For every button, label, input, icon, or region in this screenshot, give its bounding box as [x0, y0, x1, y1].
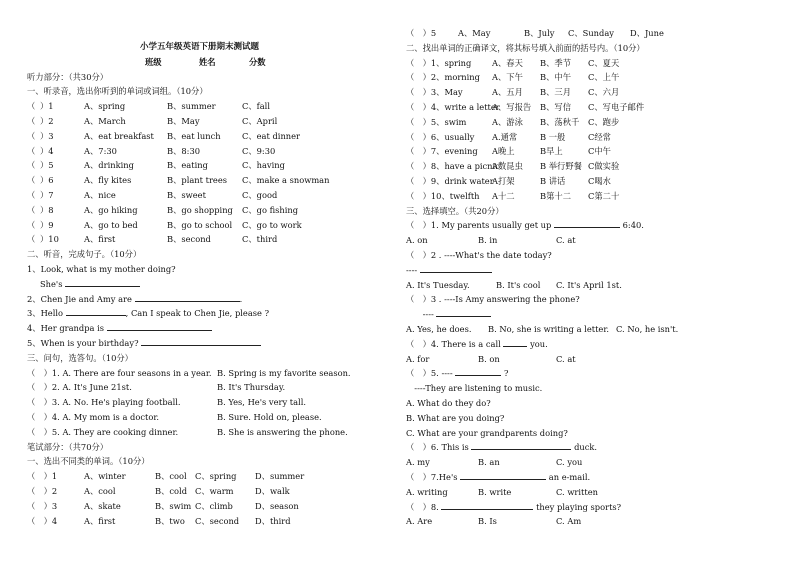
item-number: （ ）4 [27, 515, 58, 526]
sentence-tail: , Can I speak to Chen Jie, please ? [125, 308, 270, 319]
option-b: B、8:30 [167, 145, 201, 156]
option-a: A. my [406, 457, 430, 468]
listening-choice-item [27, 158, 372, 173]
option-a: A、春天 [492, 57, 523, 68]
answer-choice-item [27, 395, 372, 410]
choice-options [406, 514, 786, 529]
choice-options [406, 278, 786, 293]
word: （ ）9、drink water [406, 175, 494, 186]
answer-bracket: （ [27, 160, 36, 171]
option-b: B、写信 [540, 101, 571, 112]
student-info-header [27, 55, 372, 70]
question-line [406, 218, 644, 233]
question-line [406, 440, 597, 455]
question-tail: ? [503, 368, 509, 379]
option-a: A数昆虫 [492, 161, 523, 172]
word: （ ）10、twelfth [406, 190, 480, 201]
question-line [406, 396, 491, 411]
question-text: ---- [406, 264, 418, 275]
option-b: B. Is [478, 516, 497, 527]
question-line [406, 292, 580, 307]
fill-in-question [406, 426, 786, 441]
option-b: B、second [167, 234, 211, 245]
answer-blank[interactable] [554, 218, 620, 228]
listening-choice-item [27, 232, 372, 247]
listening-choice-item [27, 99, 372, 114]
option-c: C做实验 [588, 161, 620, 172]
item-number: （ ）2 [27, 485, 58, 496]
answer-bracket: （ [27, 115, 36, 126]
option-d: D、season [255, 500, 299, 511]
question-text: （ ）2 . ----What's the date today? [406, 249, 552, 260]
fill-in-question [406, 440, 786, 455]
option-a: A、first [84, 234, 116, 245]
option-c: C、April [242, 115, 278, 126]
sentence-line [40, 277, 140, 292]
word: （ ）7、evening [406, 146, 478, 157]
option-c: C喝水 [588, 175, 611, 186]
translation-item [406, 85, 786, 100]
option-d: D、third [255, 515, 291, 526]
option-c: C第二十 [588, 190, 620, 201]
question-text: （ ）6. This is [406, 442, 469, 453]
option-b: B、季节 [540, 57, 571, 68]
answer-blank[interactable] [460, 470, 546, 480]
option-c: C. at [556, 235, 576, 246]
option-c: C、warm [195, 485, 234, 496]
option-b: B、cold [155, 485, 188, 496]
question-line [406, 263, 492, 278]
fill-in-question [406, 396, 786, 411]
sentence-item [27, 321, 372, 336]
question-tail: duck. [574, 442, 598, 453]
question-text: （ ）1. My parents usually get up [406, 220, 552, 231]
option-a: A、7:30 [84, 145, 117, 156]
option-b: B、go to school [167, 219, 233, 230]
option-c: C、写电子邮件 [588, 101, 645, 112]
left-column [27, 0, 372, 528]
option-a: A. on [406, 235, 428, 246]
option-b: B、May [167, 115, 200, 126]
odd-one-out-item-5: （ ）5 A、May B、July C、Sunday D、June [406, 28, 664, 38]
section-1-list [27, 99, 372, 247]
odd-one-out-item [27, 469, 372, 484]
option-d: D、walk [255, 485, 290, 496]
sentence-line [27, 321, 212, 336]
question-line [406, 381, 542, 396]
option-a: A、drinking [84, 160, 134, 171]
fill-in-question [406, 248, 786, 263]
option-a: A、eat breakfast [84, 130, 154, 141]
odd-one-out-item [27, 484, 372, 499]
question-text: B. What are you doing? [406, 412, 505, 423]
translation-item [406, 189, 786, 204]
sentence-text: 5、When is your birthday? [27, 337, 139, 348]
translation-item [406, 159, 786, 174]
answer-choice-item [27, 425, 372, 440]
listening-choice-item [27, 173, 372, 188]
choice-options [406, 352, 786, 367]
section-3-title: 三、问句，选答句。（10分） [27, 352, 133, 363]
option-b: B. It's cool [496, 279, 541, 290]
option-c: C、六月 [588, 87, 620, 98]
option-c: C. at [556, 353, 576, 364]
listening-choice-item [27, 203, 372, 218]
answer-choice-item [27, 380, 372, 395]
sentence-text: 2、Chen Jie and Amy are [27, 293, 132, 304]
option-c: C. Am [556, 516, 582, 527]
sentence-line [27, 306, 269, 321]
word: （ ）1、spring [406, 57, 472, 68]
option-c: C、fall [242, 101, 270, 112]
answer-blank[interactable] [135, 292, 240, 302]
option-c: C、make a snowman [242, 175, 330, 186]
option-b: B. Spring is my favorite season. [217, 367, 351, 378]
option-b: B、中午 [540, 72, 571, 83]
option-b: B、eating [167, 160, 208, 171]
question-tail: you. [530, 338, 548, 349]
option-a: A晚上 [492, 146, 515, 157]
sentence-item [27, 277, 372, 292]
item-number: ）5 [40, 160, 54, 171]
fill-in-question [406, 470, 786, 485]
question-line [406, 248, 552, 263]
word: （ ）8、have a picnic [406, 161, 500, 172]
listening-choice-item [27, 188, 372, 203]
word: （ ）2、morning [406, 72, 480, 83]
option-a: A、spring [84, 101, 126, 112]
listening-choice-item [27, 129, 372, 144]
fill-in-question [406, 292, 786, 307]
item-number: （ ）3 [27, 500, 58, 511]
option-a: A、五月 [492, 87, 523, 98]
word: （ ）4、write a letter [406, 101, 500, 112]
option-a: A. writing [406, 486, 448, 497]
option-b: B. It's Thursday. [217, 382, 286, 393]
translation-item [406, 70, 786, 85]
sentence-tail: . [239, 293, 243, 304]
option-a: A、go hiking [84, 204, 138, 215]
answer-blank[interactable] [420, 263, 492, 273]
item-number: ）6 [40, 175, 54, 186]
translation-item [406, 100, 786, 115]
option-c: C、spring [195, 471, 237, 482]
option-c: C中午 [588, 146, 611, 157]
option-c: C. written [556, 486, 598, 497]
written-section-3-list [406, 218, 786, 529]
answer-blank[interactable] [65, 277, 140, 287]
option-b: B、sweet [167, 189, 206, 200]
answer-bracket: （ [27, 219, 36, 230]
answer-bracket: （ [27, 189, 36, 200]
option-b: B、eat lunch [167, 130, 221, 141]
option-a: A打架 [492, 175, 515, 186]
right-column [406, 0, 786, 529]
written-section-2-title: 二、找出单词的正确译文，将其标号填入前面的括号内。（10分） [406, 42, 645, 53]
option-c: C、third [242, 234, 278, 245]
option-c: C、having [242, 160, 285, 171]
listening-choice-item [27, 218, 372, 233]
sentence-line [27, 262, 176, 277]
option-c: C、跑步 [588, 116, 620, 127]
question-tail: they playing sports? [536, 501, 622, 512]
answer-bracket: （ [27, 130, 36, 141]
fill-in-question [406, 337, 786, 352]
listening-part-heading: 听力部分：（共30分） [27, 71, 109, 82]
option-a: A、March [84, 115, 126, 126]
question-line [406, 500, 621, 515]
option-c: C、go to work [242, 219, 302, 230]
option-b: B. No, she is writing a letter. [488, 323, 610, 334]
option-a: A、fly kites [84, 175, 132, 186]
written-section-1-title: 一、选出不同类的单词。（10分） [27, 456, 150, 467]
option-b: B、cool [155, 471, 187, 482]
word: （ ）5、swim [406, 116, 467, 127]
option-b: B、go shopping [167, 204, 233, 215]
option-b: B、two [155, 515, 185, 526]
fill-in-question [406, 366, 786, 381]
option-a: A、go to bed [84, 219, 138, 230]
answer-blank[interactable] [455, 366, 501, 376]
option-b: B、swim [155, 500, 192, 511]
question-line [406, 366, 508, 381]
option-a: （ ）3. A. No. He's playing football. [27, 397, 181, 408]
option-b: B. an [478, 457, 500, 468]
option-b: B、plant trees [167, 175, 227, 186]
option-a: A. It's Tuesday. [406, 279, 470, 290]
item-number: ）1 [40, 101, 54, 112]
option-a: A. Yes, he does. [406, 323, 472, 334]
option-b: B. Yes, He's very tall. [217, 397, 307, 408]
option-b: B早上 [540, 146, 563, 157]
option-a: A. Are [406, 516, 433, 527]
listening-choice-item [27, 144, 372, 159]
answer-bracket: （ [27, 175, 36, 186]
option-b: B 一般 [540, 131, 566, 142]
option-a: A.通常 [492, 131, 518, 142]
question-line [406, 470, 590, 485]
answer-choice-item [27, 366, 372, 381]
option-a: A、winter [84, 471, 126, 482]
fill-in-question [406, 381, 786, 396]
sentence-line [27, 336, 261, 351]
option-b: B第十二 [540, 190, 571, 201]
option-b: B. She is answering the phone. [217, 426, 348, 437]
written-section-1-list [27, 469, 372, 528]
section-2-list [27, 262, 372, 351]
question-text: C. What are your grandparents doing? [406, 427, 568, 438]
option-a: A、first [84, 515, 116, 526]
question-text: （ ）5. ---- [406, 368, 453, 379]
option-c: C经常 [588, 131, 611, 142]
translation-item [406, 174, 786, 189]
question-tail: an e-mail. [548, 471, 591, 482]
choice-options [406, 322, 786, 337]
answer-bracket: （ [27, 234, 36, 245]
answer-blank[interactable] [441, 500, 533, 510]
name-label: 姓名 [199, 56, 216, 67]
option-c: C. No, he isn't. [616, 323, 679, 334]
option-a: （ ）5. A. They are cooking dinner. [27, 426, 179, 437]
sentence-text: She's [40, 278, 63, 289]
option-c: C、9:30 [242, 145, 276, 156]
choice-options [406, 455, 786, 470]
question-text: （ ）3 . ----Is Amy answering the phone? [406, 294, 580, 305]
question-text: ----They are listening to music. [406, 383, 543, 394]
option-a: A、游泳 [492, 116, 523, 127]
option-c: C、上午 [588, 72, 620, 83]
section-2-title: 二、听音，完成句子。（10分） [27, 249, 142, 260]
sentence-item [27, 336, 372, 351]
option-a: A. for [406, 353, 430, 364]
sentence-text: 3、Hello [27, 308, 64, 319]
fill-in-question [406, 411, 786, 426]
answer-blank[interactable] [503, 337, 527, 347]
option-a: A、下午 [492, 72, 523, 83]
option-c: C、good [242, 189, 278, 200]
fill-in-question [406, 500, 786, 515]
word: （ ）6、usually [406, 131, 475, 142]
translation-item [406, 130, 786, 145]
question-line [406, 411, 504, 426]
option-c: C. It's April 1st. [556, 279, 622, 290]
question-tail: 6:40. [622, 220, 644, 231]
item-number: ）4 [40, 145, 54, 156]
sentence-item [27, 306, 372, 321]
written-section-2-list [406, 56, 786, 204]
option-a: A、skate [84, 500, 121, 511]
odd-one-out-item [27, 499, 372, 514]
fill-in-question [406, 218, 786, 233]
question-text: A. What do they do? [406, 397, 491, 408]
score-label: 分数 [249, 56, 266, 67]
answer-choice-item [27, 410, 372, 425]
option-b: B 举行野餐 [540, 161, 582, 172]
item-number: ）2 [40, 115, 54, 126]
option-a: （ ）2. A. It's June 21st. [27, 382, 132, 393]
item-number: ）3 [40, 130, 54, 141]
sentence-item [27, 262, 372, 277]
answer-blank[interactable] [141, 336, 261, 346]
question-line [406, 426, 568, 441]
answer-bracket: （ [27, 101, 36, 112]
option-c: C、climb [195, 500, 233, 511]
option-a: （ ）4. A. My mom is a doctor. [27, 411, 160, 422]
choice-options [406, 485, 786, 500]
exam-title: 小学五年级英语下册期末测试题 [139, 42, 259, 52]
translation-item [406, 115, 786, 130]
sentence-line [27, 292, 242, 307]
option-a: A、nice [84, 189, 116, 200]
option-b: B、三月 [540, 87, 571, 98]
class-label: 班级 [145, 56, 162, 67]
answer-blank[interactable] [436, 307, 491, 317]
option-a: A、cool [84, 485, 116, 496]
option-b: B. in [478, 235, 498, 246]
item-number: （ ）1 [27, 471, 58, 482]
item-number: ）7 [40, 189, 54, 200]
fill-in-question [406, 307, 786, 322]
sentence-text: 1、Look, what is my mother doing? [27, 263, 176, 274]
option-d: D、summer [255, 471, 305, 482]
answer-blank[interactable] [66, 306, 126, 316]
question-text: （ ）8. [406, 501, 439, 512]
option-c: C、eat dinner [242, 130, 301, 141]
word: （ ）3、May [406, 87, 463, 98]
sentence-text: 4、Her grandpa is [27, 323, 105, 334]
option-c: C. you [556, 457, 583, 468]
option-b: B 讲话 [540, 175, 566, 186]
option-b: B. on [478, 353, 500, 364]
sentence-item [27, 292, 372, 307]
listening-choice-item [27, 114, 372, 129]
option-c: C、夏天 [588, 57, 620, 68]
question-text: （ ）4. There is a call [406, 338, 501, 349]
option-c: C、second [195, 515, 240, 526]
answer-blank[interactable] [107, 321, 212, 331]
written-part-heading: 笔试部分：（共70分） [27, 441, 109, 452]
item-number: ）10 [40, 234, 59, 245]
option-b: B. Sure. Hold on, please. [217, 411, 322, 422]
item-number: ）9 [40, 219, 54, 230]
option-a: A、写报告 [492, 101, 532, 112]
item-number: ）8 [40, 204, 54, 215]
option-b: B、summer [167, 101, 216, 112]
section-1-title: 一、听录音，选出你听到的单词或词组。（10分） [27, 86, 208, 97]
translation-item [406, 144, 786, 159]
answer-blank[interactable] [471, 440, 571, 450]
option-a: A十二 [492, 190, 515, 201]
question-line [406, 337, 548, 352]
odd-one-out-item [27, 514, 372, 529]
fill-in-question [406, 263, 786, 278]
answer-bracket: （ [27, 145, 36, 156]
question-text: ---- [406, 309, 434, 320]
translation-item [406, 56, 786, 71]
answer-bracket: （ [27, 204, 36, 215]
option-c: C、go fishing [242, 204, 299, 215]
option-a: （ ）1. A. There are four seasons in a year. [27, 367, 212, 378]
question-line [406, 307, 491, 322]
choice-options [406, 233, 786, 248]
option-b: B、荡秋千 [540, 116, 580, 127]
written-section-3-title: 三、选择填空。（共20分） [406, 205, 504, 216]
question-text: （ ）7.He's [406, 471, 458, 482]
section-3-list [27, 366, 372, 440]
option-b: B. write [478, 486, 512, 497]
